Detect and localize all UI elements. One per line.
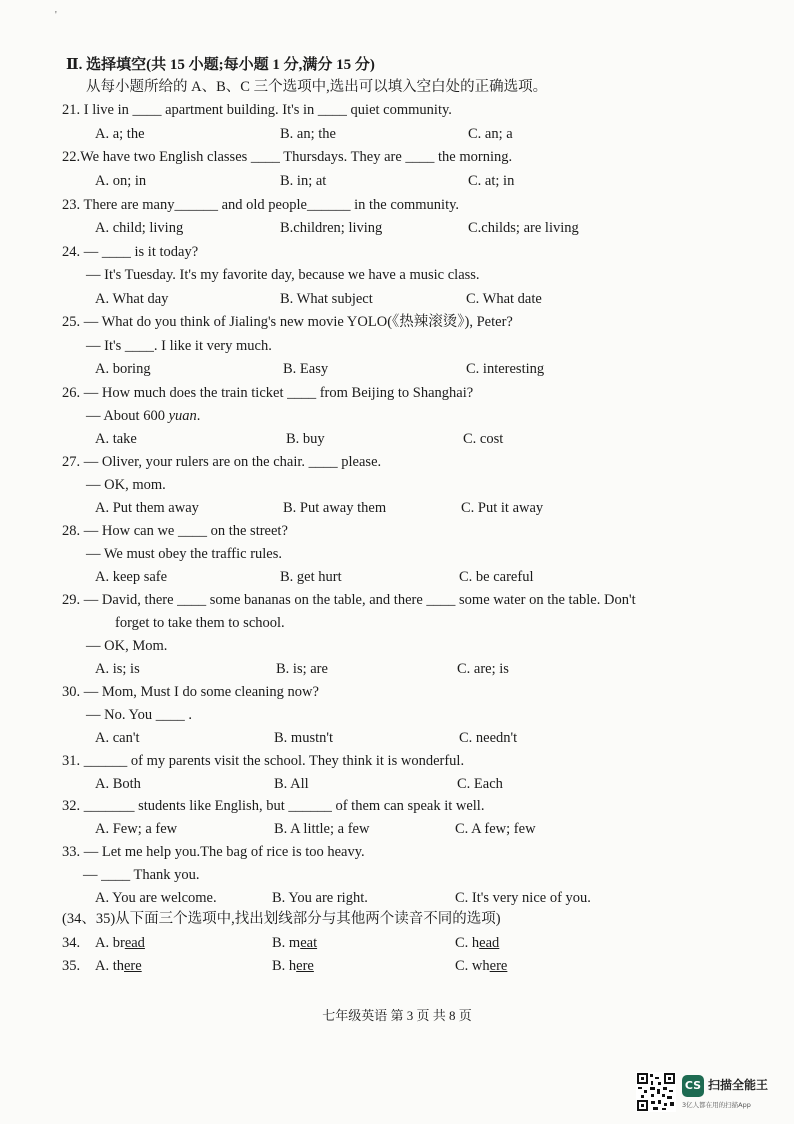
question-25-option-b: B. Easy: [283, 361, 329, 377]
question-26-dialogue-post: .: [196, 408, 201, 424]
question-33-option-a: A. You are welcome.: [95, 890, 217, 906]
question-24-dialogue: — It's Tuesday. It's my favorite day, because we have a music class.: [86, 267, 480, 283]
question-31-stem: 31. ______ of my parents visit the school. They think it is wonderful.: [62, 753, 465, 769]
question-22-option-b: B. in; at: [280, 173, 327, 189]
q35-b-pre: B. h: [272, 958, 297, 974]
question-30-dialogue: — No. You ____ .: [86, 707, 192, 723]
question-29-dialogue: — OK, Mom.: [86, 638, 168, 654]
phonetics-instruction: (34、35)从下面三个选项中,找出划线部分与其他两个读音不同的选项): [62, 911, 501, 927]
question-35-option-a: [95, 957, 142, 975]
question-33-option-c: C. It's very nice of you.: [455, 890, 591, 906]
question-26-dialogue-pre: — About 600: [86, 408, 169, 424]
question-32-option-c: C. A few; few: [455, 821, 536, 837]
question-32-option-b: B. A little; a few: [274, 821, 370, 837]
q35-b-underlined: ere: [296, 958, 314, 974]
q35-c-pre: C. wh: [455, 958, 490, 974]
question-30-option-c: C. needn't: [459, 730, 518, 746]
question-34-option-b: [272, 934, 317, 952]
question-27-stem: 27. — Oliver, your rulers are on the chair. ____ please.: [62, 454, 382, 470]
q34-c-pre: C. h: [455, 935, 480, 951]
question-21-option-b: B. an; the: [280, 126, 336, 142]
question-25-option-a: A. boring: [95, 361, 151, 377]
section-title: Ⅱ. 选择填空(共 15 小题;每小题 1 分,满分 15 分): [66, 57, 375, 73]
question-29-option-c: C. are; is: [457, 661, 509, 677]
question-24-option-c: C. What date: [466, 291, 542, 307]
q35-c-underlined: ere: [489, 958, 508, 974]
question-33-option-b: B. You are right.: [272, 890, 368, 906]
question-25-option-c: C. interesting: [466, 361, 545, 377]
question-27-option-a: A. Put them away: [95, 500, 199, 516]
page-footer: 七年级英语 第 3 页 共 8 页: [322, 1008, 472, 1023]
question-31-option-b: B. All: [274, 776, 309, 792]
question-25-dialogue: — It's ____. I like it very much.: [86, 338, 272, 354]
scanner-brand: 扫描全能王: [708, 1078, 769, 1092]
question-22-option-c: C. at; in: [468, 173, 515, 189]
question-26-stem: 26. — How much does the train ticket ____ from Beijing to Shanghai?: [62, 385, 474, 401]
question-23-stem: 23. There are many______ and old people______ in the community.: [62, 197, 460, 213]
scanner-tagline: 3亿人都在用的扫描App: [682, 1101, 751, 1109]
question-29-option-a: A. is; is: [95, 661, 140, 677]
question-30-stem: 30. — Mom, Must I do some cleaning now?: [62, 684, 319, 700]
question-33-dialogue: — ____ Thank you.: [83, 867, 200, 883]
question-27-option-b: B. Put away them: [283, 500, 387, 516]
question-32-stem: 32. _______ students like English, but ______ of them can speak it well.: [62, 798, 485, 814]
camscanner-logo-icon: CS: [682, 1075, 704, 1097]
question-28-option-a: A. keep safe: [95, 569, 168, 585]
question-35-option-b: [272, 957, 314, 975]
question-34-number: 34.: [62, 935, 81, 951]
q35-a-pre: A. th: [95, 958, 124, 974]
question-25-stem: 25. — What do you think of Jialing's new movie YOLO(《热辣滚烫》), Peter?: [62, 314, 513, 330]
question-31-option-a: A. Both: [95, 776, 141, 792]
question-29-stem: 29. — David, there ____ some bananas on the table, and there ____ some water on the table. Don't: [62, 592, 636, 608]
question-23-option-c: C.childs; are living: [468, 220, 579, 236]
question-29-continuation: forget to take them to school.: [115, 615, 285, 631]
question-22-stem: 22.We have two English classes ____ Thursdays. They are ____ the morning.: [62, 149, 513, 165]
question-21-option-a: A. a; the: [95, 126, 145, 142]
question-23-option-b: B.children; living: [280, 220, 383, 236]
question-28-option-b: B. get hurt: [280, 569, 342, 585]
question-21-stem: 21. I live in ____ apartment building. It's in ____ quiet community.: [62, 102, 452, 118]
question-27-dialogue: — OK, mom.: [86, 477, 166, 493]
q34-c-underlined: ead: [479, 935, 500, 951]
question-26-dialogue-italic: yuan: [168, 408, 197, 424]
qr-code-icon: [636, 1072, 676, 1112]
question-26-option-a: A. take: [95, 431, 137, 447]
question-26-option-c: C. cost: [463, 431, 504, 447]
corner-mark: ': [55, 10, 57, 21]
question-30-option-a: A. can't: [95, 730, 140, 746]
scanner-watermark: [636, 1072, 786, 1112]
question-28-option-c: C. be careful: [459, 569, 534, 585]
q34-a-underlined: ead: [124, 935, 145, 951]
question-35-option-c: [455, 957, 507, 975]
question-22-option-a: A. on; in: [95, 173, 147, 189]
section-instruction: 从每小题所给的 A、B、C 三个选项中,选出可以填入空白处的正确选项。: [86, 79, 548, 95]
q34-b-underlined: eat: [300, 935, 318, 951]
question-24-option-b: B. What subject: [280, 291, 373, 307]
q34-a-pre: A. br: [95, 935, 125, 951]
question-21-option-c: C. an; a: [468, 126, 513, 142]
question-28-stem: 28. — How can we ____ on the street?: [62, 523, 288, 539]
question-23-option-a: A. child; living: [95, 220, 184, 236]
question-27-option-c: C. Put it away: [461, 500, 544, 516]
q34-b-pre: B. m: [272, 935, 301, 951]
question-28-dialogue: — We must obey the traffic rules.: [86, 546, 283, 562]
question-24-option-a: A. What day: [95, 291, 169, 307]
q35-a-underlined: ere: [124, 958, 142, 974]
question-34-option-a: [95, 934, 145, 952]
question-31-option-c: C. Each: [457, 776, 503, 792]
question-29-option-b: B. is; are: [276, 661, 328, 677]
question-34-option-c: [455, 934, 499, 952]
question-35-number: 35.: [62, 958, 81, 974]
question-26-option-b: B. buy: [286, 431, 325, 447]
question-33-stem: 33. — Let me help you.The bag of rice is too heavy.: [62, 844, 365, 860]
question-32-option-a: A. Few; a few: [95, 821, 178, 837]
question-30-option-b: B. mustn't: [274, 730, 334, 746]
question-24-stem: 24. — ____ is it today?: [62, 244, 199, 260]
question-26-dialogue: [86, 407, 200, 425]
